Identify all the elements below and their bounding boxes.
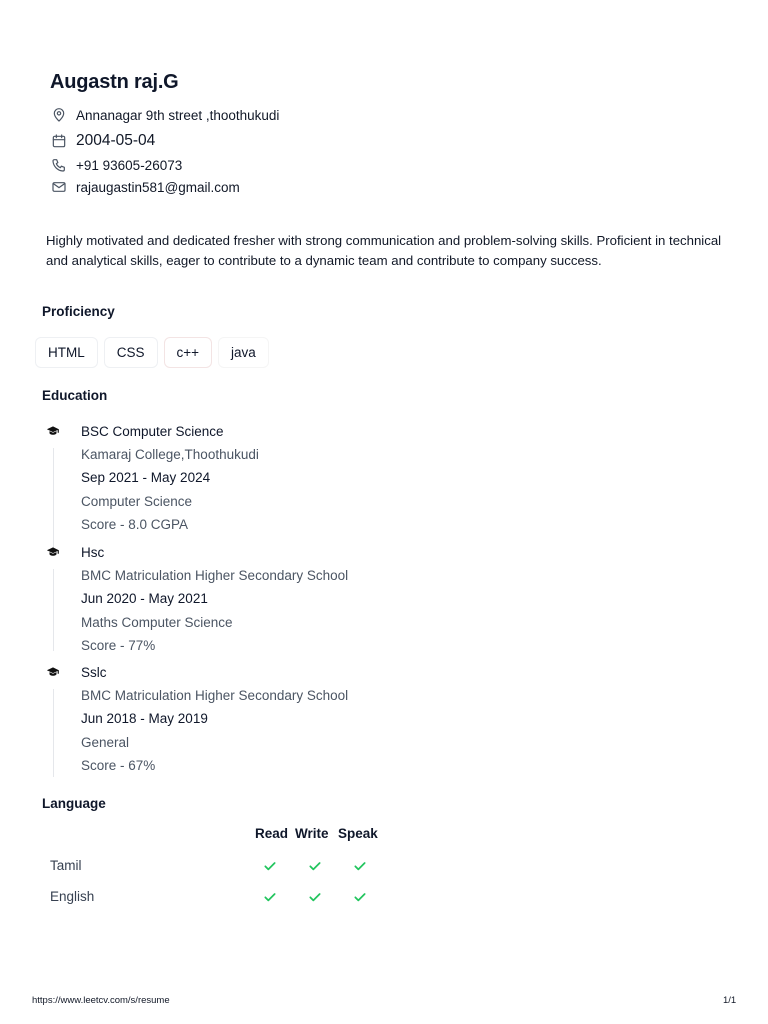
skill-chip: java <box>218 337 269 368</box>
language-column-read: Read <box>255 826 289 841</box>
education-heading: Education <box>42 388 108 403</box>
location-pin-icon <box>50 106 68 124</box>
check-icon <box>307 858 323 874</box>
profile-summary: Highly motivated and dedicated fresher with strong communication and problem-solving skills. Proficient in technical and analytical skills, eager to contribute to a dynamic team and contribute to company success. <box>46 233 722 268</box>
envelope-icon <box>50 178 68 196</box>
institution-name: Kamaraj College,Thoothukudi <box>81 447 259 463</box>
check-icon <box>262 889 278 905</box>
check-icon <box>307 889 323 905</box>
timeline-line <box>53 448 54 554</box>
education-dates: Jun 2020 - May 2021 <box>81 591 208 607</box>
field-of-study: Computer Science <box>81 493 193 509</box>
graduation-cap-icon <box>46 545 64 563</box>
field-of-study: Maths Computer Science <box>81 614 233 630</box>
phone-icon <box>50 156 68 174</box>
timeline-line <box>53 569 54 651</box>
check-icon <box>262 858 278 874</box>
email-text: rajaugastin581@gmail.com <box>76 179 240 195</box>
graduation-cap-icon <box>46 665 64 683</box>
education-dates: Sep 2021 - May 2024 <box>81 470 211 486</box>
phone-text: +91 93605-26073 <box>76 157 183 173</box>
language-column-write: Write <box>295 826 329 841</box>
language-column-speak: Speak <box>338 826 378 841</box>
degree-title: Hsc <box>81 545 105 560</box>
education-dates: Jun 2018 - May 2019 <box>81 711 208 727</box>
degree-title: Sslc <box>81 665 107 680</box>
contact-email <box>50 178 240 196</box>
contact-address <box>50 106 279 124</box>
education-score: Score - 8.0 CGPA <box>81 516 189 532</box>
calendar-icon <box>50 132 68 150</box>
institution-name: BMC Matriculation Higher Secondary School <box>81 568 349 584</box>
language-name: English <box>50 889 95 904</box>
education-score: Score - 67% <box>81 757 156 773</box>
proficiency-heading: Proficiency <box>42 304 115 319</box>
skill-chip: c++ <box>164 337 213 368</box>
page-number: 1/1 <box>723 995 737 1006</box>
address-text: Annanagar 9th street ,thoothukudi <box>76 107 280 123</box>
timeline-line <box>53 689 54 777</box>
footer-url[interactable]: https://www.leetcv.com/s/resume <box>32 995 170 1006</box>
check-icon <box>352 858 368 874</box>
language-name: Tamil <box>50 858 82 873</box>
graduation-cap-icon <box>46 424 64 442</box>
education-score: Score - 77% <box>81 637 156 653</box>
institution-name: BMC Matriculation Higher Secondary School <box>81 688 349 704</box>
contact-dob <box>50 132 155 150</box>
contact-phone <box>50 156 182 174</box>
degree-title: BSC Computer Science <box>81 424 224 439</box>
check-icon <box>352 889 368 905</box>
skills-list <box>35 337 269 368</box>
language-heading: Language <box>42 796 106 811</box>
skill-chip: CSS <box>104 337 158 368</box>
field-of-study: General <box>81 734 130 750</box>
dob-text: 2004-05-04 <box>76 132 156 149</box>
candidate-name: Augastn raj.G <box>50 71 179 93</box>
skill-chip: HTML <box>35 337 98 368</box>
